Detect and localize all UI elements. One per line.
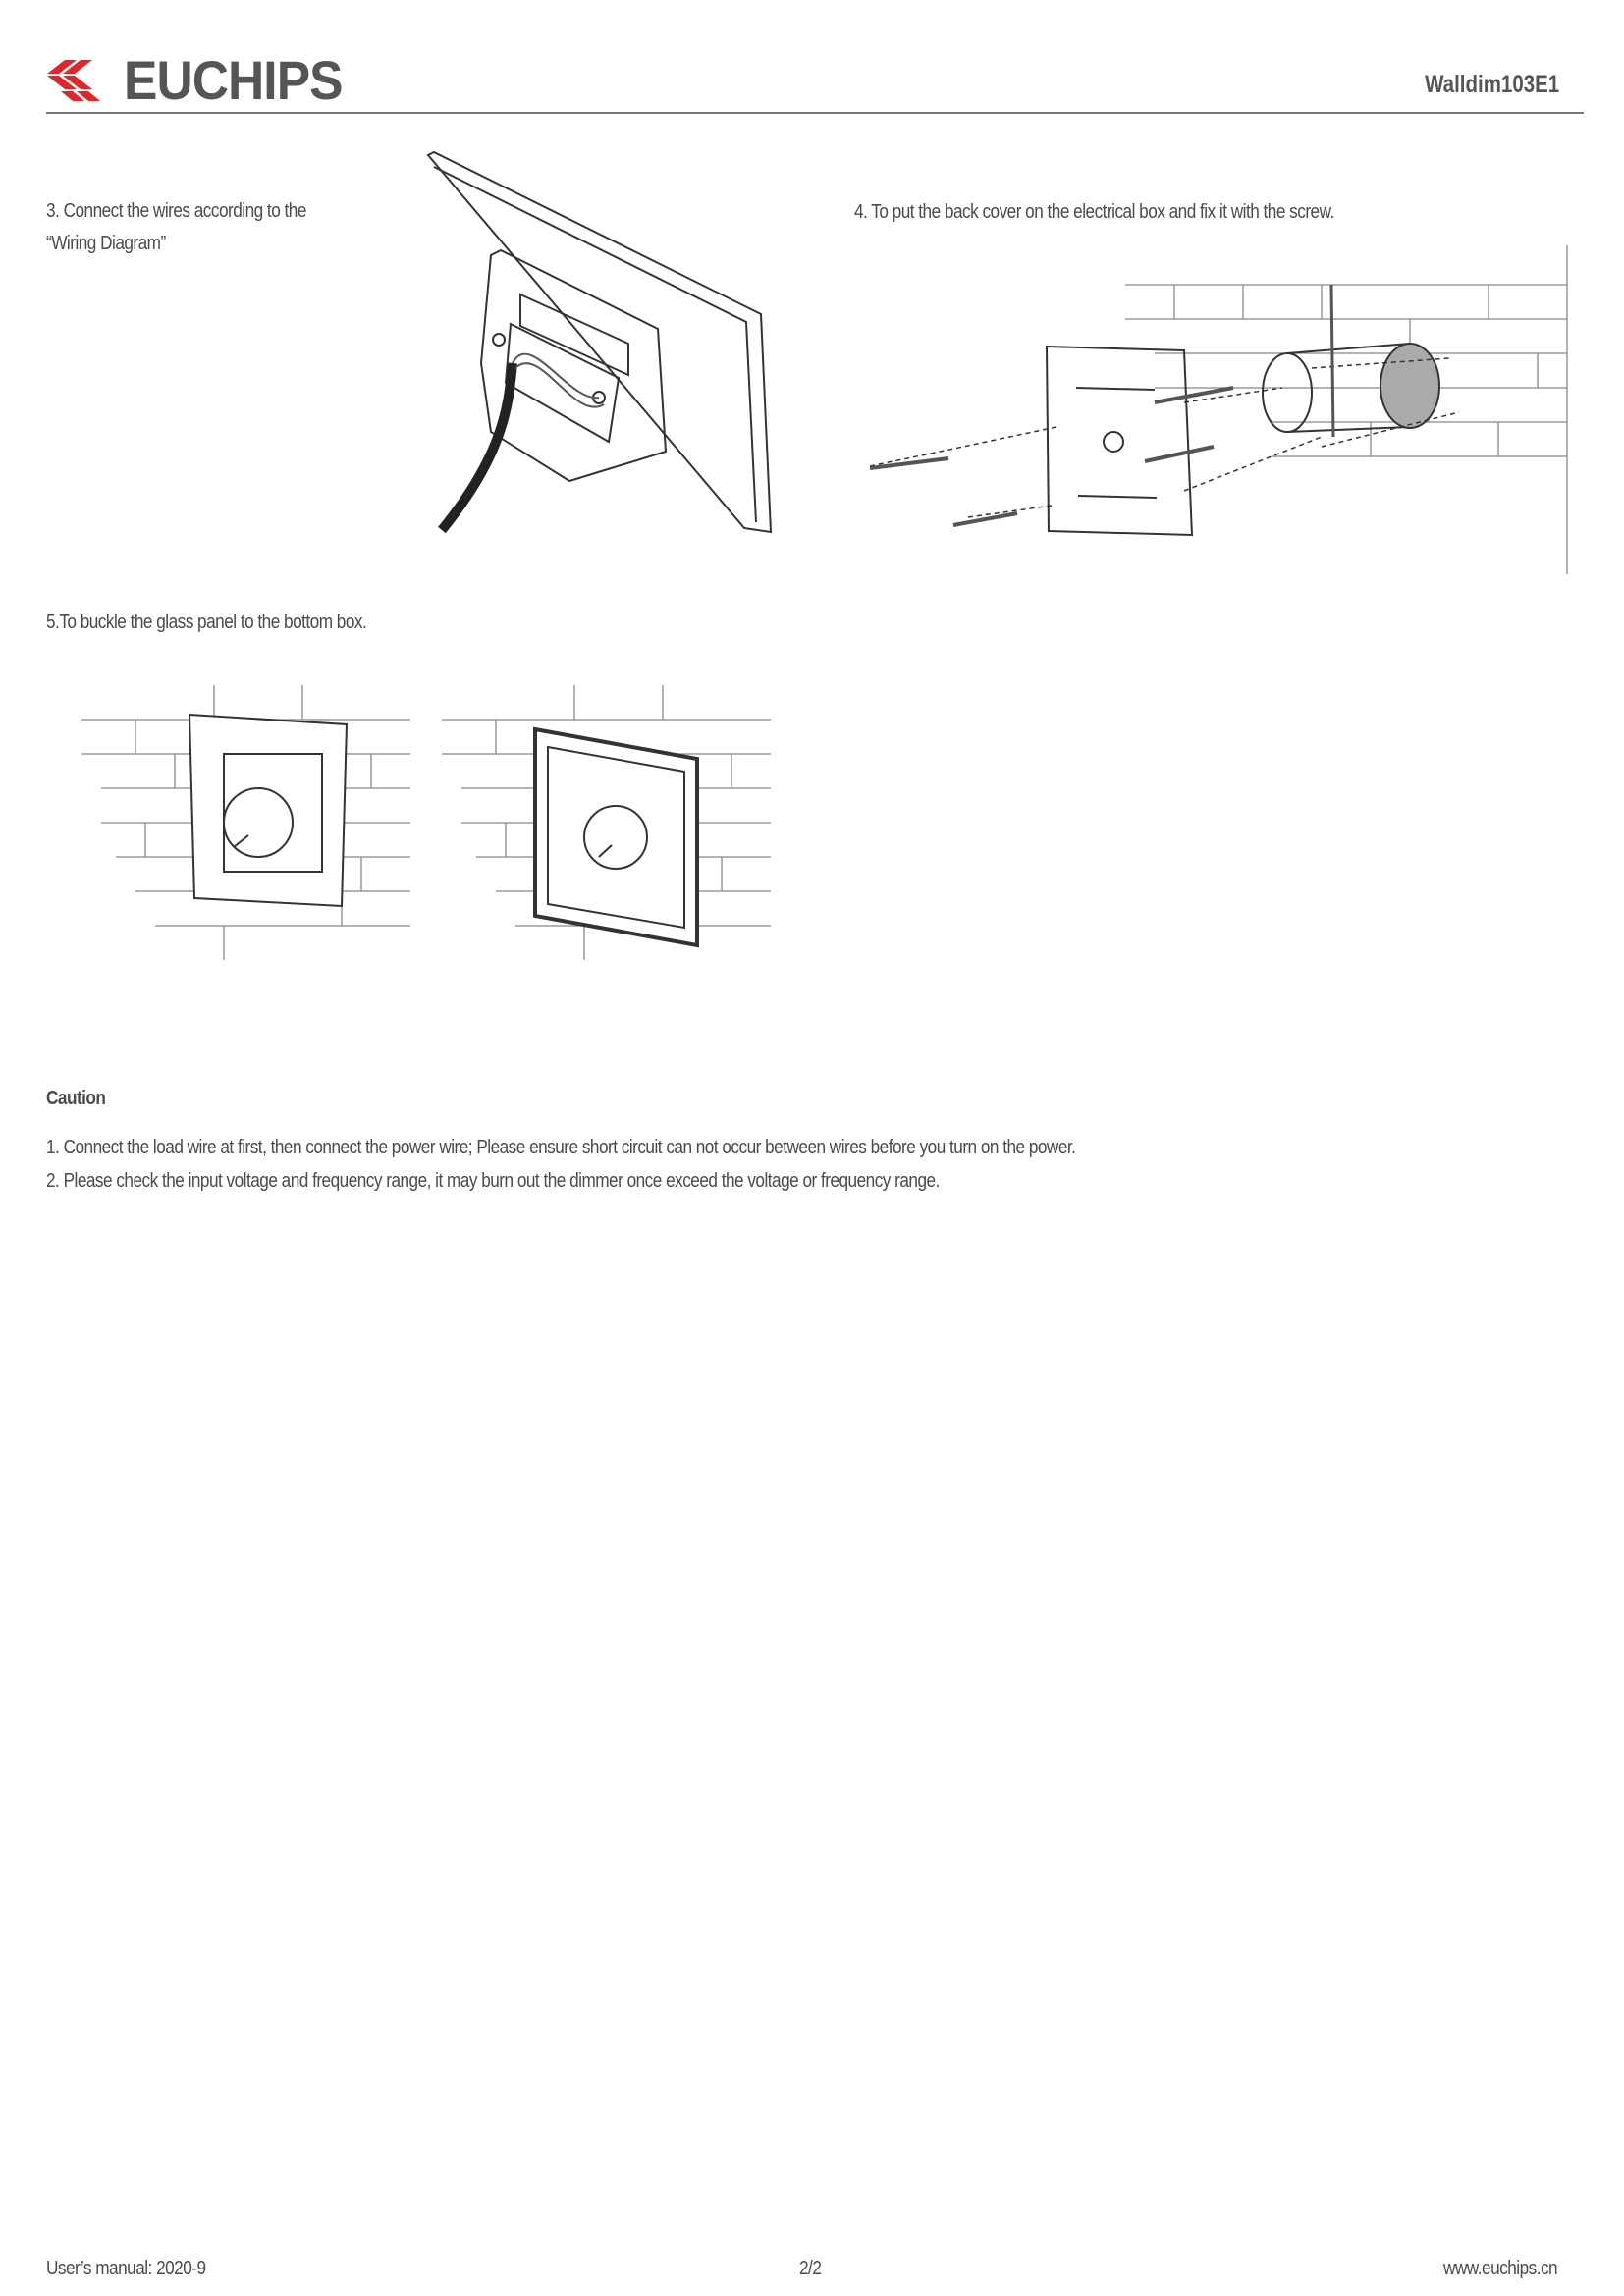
wiring-illustration — [422, 147, 776, 540]
glass-panel-illustration — [437, 680, 776, 965]
header-divider — [46, 112, 1584, 114]
mounting-plate-illustration — [77, 680, 415, 965]
caution-item-2: 2. Please check the input voltage and frequency range, it may burn out the dimmer once exceed the voltage or frequency range. — [46, 1170, 940, 1192]
footer-manual-date: User’s manual: 2020-9 — [46, 2258, 206, 2279]
caution-title: Caution — [46, 1088, 106, 1109]
logo-mark-icon — [47, 60, 116, 101]
model-name: Walldim103E1 — [1424, 71, 1559, 98]
step-4-text: 4. To put the back cover on the electrical box and fix it with the screw. — [854, 201, 1334, 223]
footer-website-link[interactable]: www.euchips.cn — [1443, 2258, 1558, 2279]
step-3-line-1: 3. Connect the wires according to the — [46, 200, 306, 222]
step-3-line-2: “Wiring Diagram” — [46, 233, 166, 254]
footer-page-number: 2/2 — [799, 2258, 822, 2279]
brand-name: EUCHIPS — [124, 49, 343, 111]
step-5-text: 5.To buckle the glass panel to the bottom box. — [46, 612, 367, 633]
caution-item-1: 1. Connect the load wire at first, then connect the power wire; Please ensure short circuit can not occur between wires before you turn on the power. — [46, 1137, 1076, 1158]
back-cover-illustration — [860, 240, 1592, 574]
